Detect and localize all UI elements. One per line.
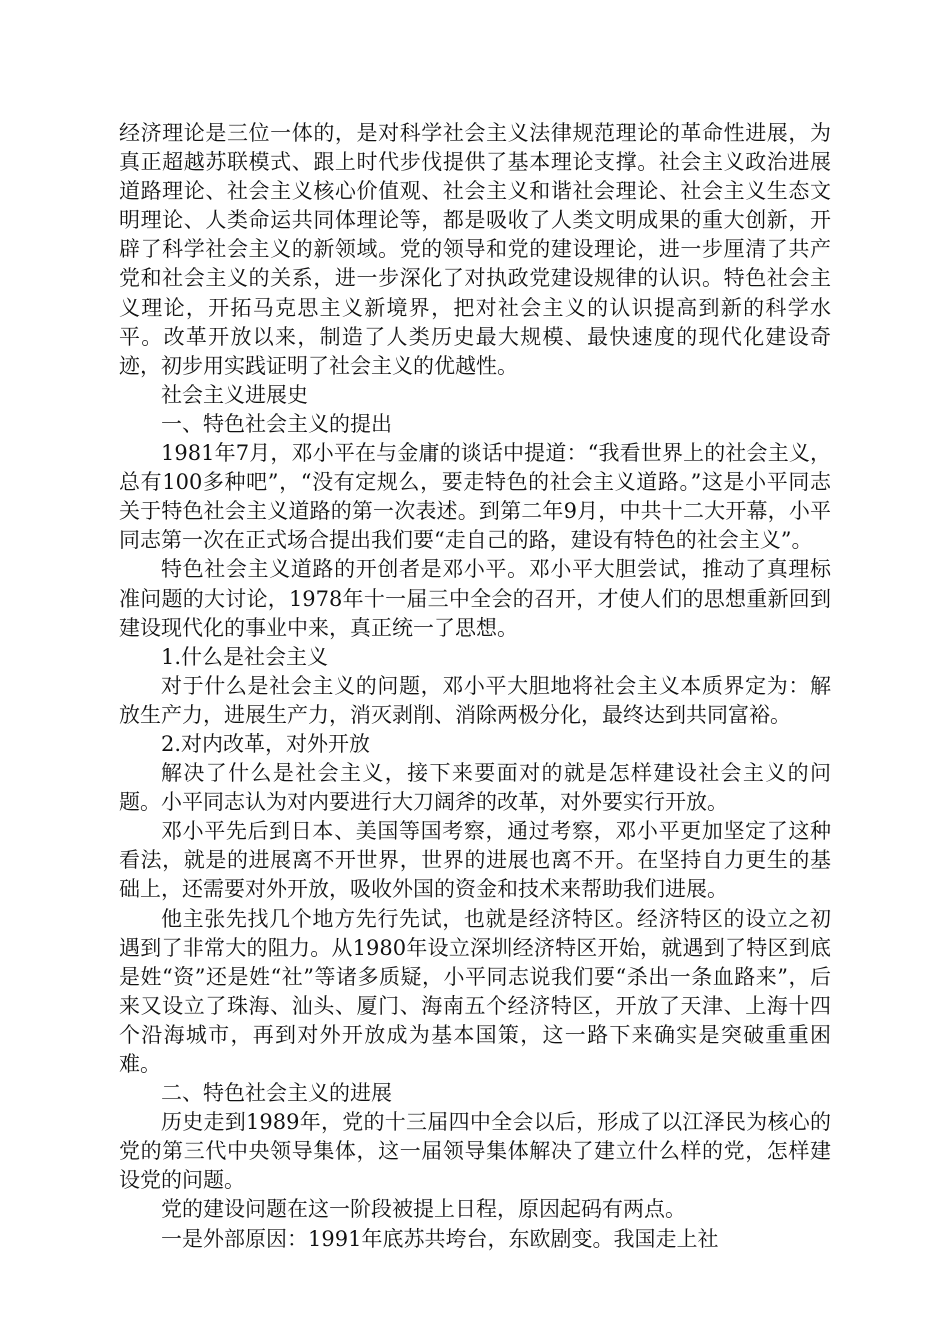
heading-section-two: 二、特色社会主义的进展 (161, 1081, 392, 1106)
heading-reform-opening: 2.对内改革，对外开放 (161, 731, 371, 756)
paragraph-special-zones: 他主张先找几个地方先行先试，也就是经济特区。经济特区的设立之初遇到了非常大的阻力。从1980年设立深圳经济特区开始，就遇到了特区到底是姓“资”还是姓“社”等诸多质疑，小平同志说我们要“杀出一条血路来”，后来又设立了珠海、汕头、厦门、海南五个经济特区，开放了天津、上海十四个沿海城市，再到对外开放成为基本国策，这一路下来确实是突破重重困难。 (119, 906, 831, 1076)
paragraph-external-reason: 一是外部原因：1991年底苏共垮台，东欧剧变。我国走上社 (161, 1226, 719, 1251)
document-page (119, 119, 831, 1254)
paragraph-1981-talk: 1981年7月，邓小平在与金庸的谈话中提道：“我看世界上的社会主义，总有100多种吧”，“没有定规么，要走特色的社会主义道路。”这是小平同志关于特色社会主义道路的第一次表述。到第二年9月，中共十二大开幕，小平同志第一次在正式场合提出我们要“走自己的路，建设有特色的社会主义”。 (119, 441, 831, 553)
paragraph-theory-summary: 经济理论是三位一体的，是对科学社会主义法律规范理论的革命性进展，为真正超越苏联模式、跟上时代步伐提供了基本理论支撑。社会主义政治进展道路理论、社会主义核心价值观、社会主义和谐社会理论、社会主义生态文明理论、人类命运共同体理论等，都是吸收了人类文明成果的重大创新，开辟了科学社会主义的新领域。党的领导和党的建设理论，进一步厘清了共产党和社会主义的关系，进一步深化了对执政党建设规律的认识。特色社会主义理论，开拓马克思主义新境界，把对社会主义的认识提高到新的科学水平。改革开放以来，制造了人类历史最大规模、最快速度的现代化建设奇迹，初步用实践证明了社会主义的优越性。 (119, 121, 831, 378)
heading-section-one: 一、特色社会主义的提出 (161, 411, 392, 436)
paragraph-pioneer: 特色社会主义道路的开创者是邓小平。邓小平大胆尝试，推动了真理标准问题的大讨论，1978年十一届三中全会的召开，才使人们的思想重新回到建设现代化的事业中来，真正统一了思想。 (119, 557, 831, 640)
paragraph-party-building: 党的建设问题在这一阶段被提上日程，原因起码有两点。 (161, 1197, 686, 1222)
paragraph-how-to-build: 解决了什么是社会主义，接下来要面对的就是怎样建设社会主义的问题。小平同志认为对内要进行大刀阔斧的改革，对外要实行开放。 (119, 761, 831, 815)
heading-socialism-history: 社会主义进展史 (161, 382, 308, 407)
paragraph-1989: 历史走到1989年，党的十三届四中全会以后，形成了以江泽民为核心的党的第三代中央领导集体，这一届领导集体解决了建立什么样的党，怎样建设党的问题。 (119, 1110, 831, 1193)
paragraph-inspection: 邓小平先后到日本、美国等国考察，通过考察，邓小平更加坚定了这种看法，就是的进展离不开世界，世界的进展也离不开。在坚持自力更生的基础上，还需要对外开放，吸收外国的资金和技术来帮助我们进展。 (119, 819, 831, 902)
paragraph-essence: 对于什么是社会主义的问题，邓小平大胆地将社会主义本质界定为：解放生产力，进展生产力，消灭剥削、消除两极分化，最终达到共同富裕。 (119, 673, 831, 727)
heading-what-is-socialism: 1.什么是社会主义 (161, 644, 329, 669)
